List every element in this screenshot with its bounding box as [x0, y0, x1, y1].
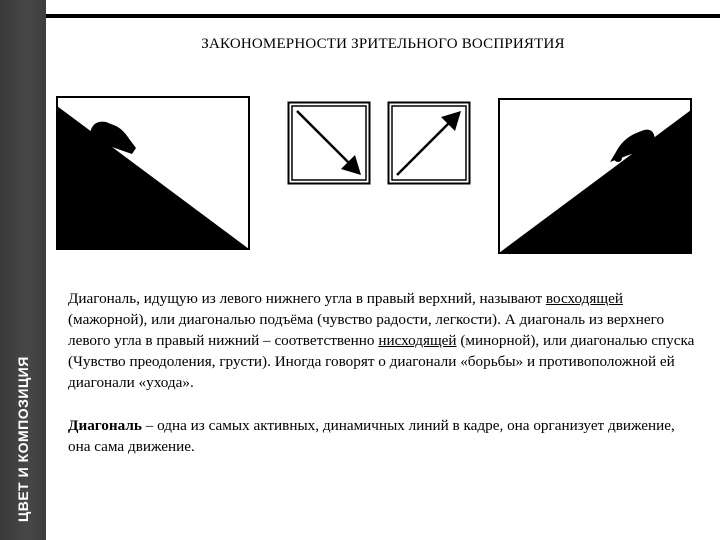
- descending-slope-figure: [56, 96, 250, 250]
- term-diagonal: Диагональ: [68, 417, 142, 434]
- term-descending: нисходящей: [378, 332, 457, 349]
- side-bar: [0, 0, 46, 540]
- top-rule: [46, 14, 720, 18]
- paragraph-2: [68, 415, 698, 457]
- p1-text-1: Диагональ, идущую из левого нижнего угла в правый верхний, называют: [68, 290, 546, 307]
- ascending-slope-figure: [498, 98, 692, 254]
- p2-text: – одна из самых активных, динамичных линий в кадре, она организует движение, она сама движение.: [68, 417, 675, 455]
- arrow-box-ascending: [387, 101, 471, 185]
- body-text: [68, 288, 698, 479]
- arrow-box-descending: [287, 101, 371, 185]
- p1-text-3: (минорной), или диагональю спуска (Чувство преодоления, грусти). Иногда говорят о диагонали «борьбы» и противоположной ей диагонали «ухода».: [68, 332, 695, 391]
- paragraph-1: [68, 288, 698, 393]
- term-ascending: восходящей: [545, 290, 623, 307]
- sidebar-label: ЦВЕТ И КОМПОЗИЦИЯ: [15, 356, 31, 522]
- page-title: ЗАКОНОМЕРНОСТИ ЗРИТЕЛЬНОГО ВОСПРИЯТИЯ: [201, 36, 565, 52]
- p1-text-2: (мажорной), или диагональю подъёма (чувство радости, легкости). А диагональ из верхнего левого угла в правый нижний – соответственно: [68, 311, 665, 349]
